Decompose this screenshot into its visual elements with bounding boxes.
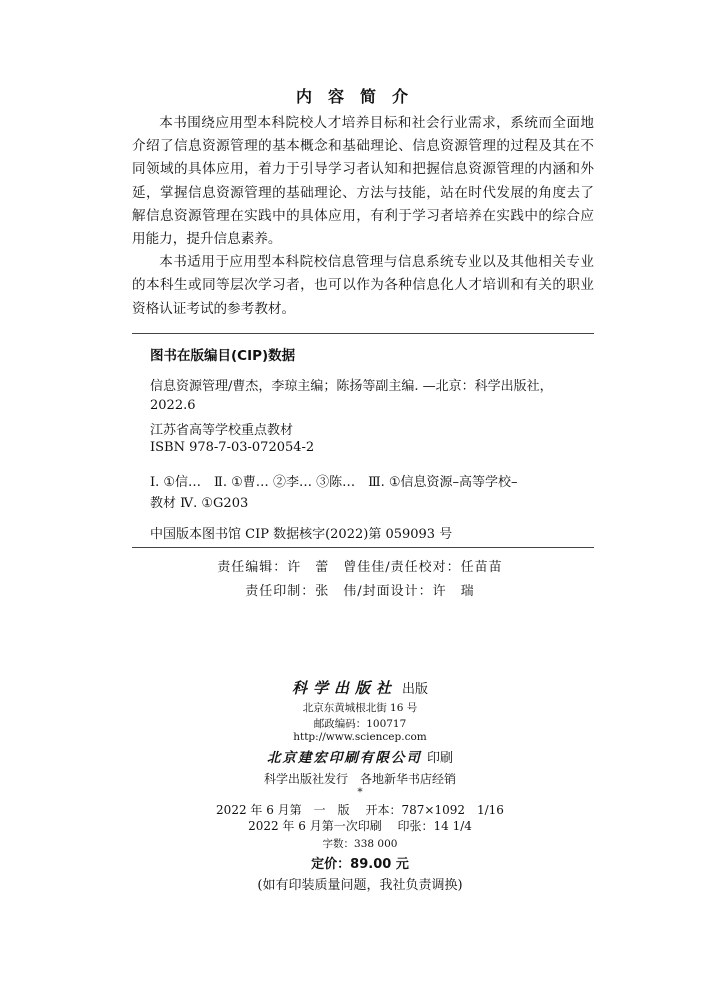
printer-name: 北京建宏印刷有限公司 <box>266 750 422 766</box>
summary-title: 内容简介 <box>295 87 424 106</box>
word-count: 字数：338 000 <box>322 838 398 850</box>
cip-number: 中国版本图书馆 CIP 数据核字(2022)第 059093 号 <box>150 527 453 542</box>
publisher-name: 科学出版社 <box>291 679 397 697</box>
top-divider <box>132 333 594 334</box>
separator-star: * <box>357 786 363 798</box>
cip-heading: 图书在版编目(CIP)数据 <box>150 348 296 364</box>
cip-line: Ⅰ. ①信… Ⅱ. ①曹… ②李… ③陈… Ⅲ. ①信息资源–高等学校– <box>150 475 518 490</box>
bottom-divider <box>132 547 594 548</box>
edition-line: 2022 年 6 月第 一 版 开本：787×1092 1/16 <box>216 803 504 817</box>
quality-notice: (如有印装质量问题，我社负责调换) <box>257 878 463 893</box>
cip-line: 教材 Ⅳ. ①G203 <box>150 496 249 511</box>
cip-line: 江苏省高等学校重点教材 <box>150 423 294 438</box>
summary-paragraph: 本书围绕应用型本科院校人才培养目标和社会行业需求，系统而全面地介绍了信息资源管理的基本概念和基础理论、信息资源管理的过程及其在不同领域的具体应用，着力于引导学习者认知和把握信息资源管理的内涵和外延，掌握信息资源管理的基础理论、方法与技能，站在时代发展的角度去了解信息资源管理在实践中的具体应用，有利于学习者培养在实践中的综合应用能力，提升信息素养。 <box>132 115 594 248</box>
cip-line: 信息资源管理/曹杰，李琼主编；陈扬等副主编. —北京：科学出版社， <box>150 379 553 394</box>
summary-text <box>132 112 594 321</box>
price: 定价：89.00 元 <box>311 857 409 872</box>
editor-credits: 责任编辑：许 蕾 曾佳佳/责任校对：任苗苗 <box>217 560 503 575</box>
printer-suffix: 印刷 <box>427 751 454 766</box>
summary-paragraph: 本书适用于应用型本科院校信息管理与信息系统专业以及其他相关专业的本科生或同等层次学习者，也可以作为各种信息化人才培训和有关的职业资格认证考试的参考教材。 <box>132 254 594 317</box>
publisher-address: 北京东黄城根北街 16 号 <box>302 702 418 714</box>
cip-line: ISBN 978-7-03-072054-2 <box>150 440 315 455</box>
publisher-suffix: 出版 <box>402 682 429 697</box>
printing-line: 2022 年 6 月第一次印刷 印张：14 1/4 <box>248 819 472 833</box>
editor-credits: 责任印制：张 伟/封面设计：许 瑞 <box>245 584 475 599</box>
distribution-line: 科学出版社发行 各地新华书店经销 <box>263 772 456 786</box>
publisher-website: http://www.sciencep.com <box>293 731 427 743</box>
printer-line <box>0 746 720 766</box>
publisher-postcode: 邮政编码：100717 <box>313 718 407 730</box>
cip-line: 2022.6 <box>150 398 196 413</box>
publisher-line <box>0 677 720 698</box>
